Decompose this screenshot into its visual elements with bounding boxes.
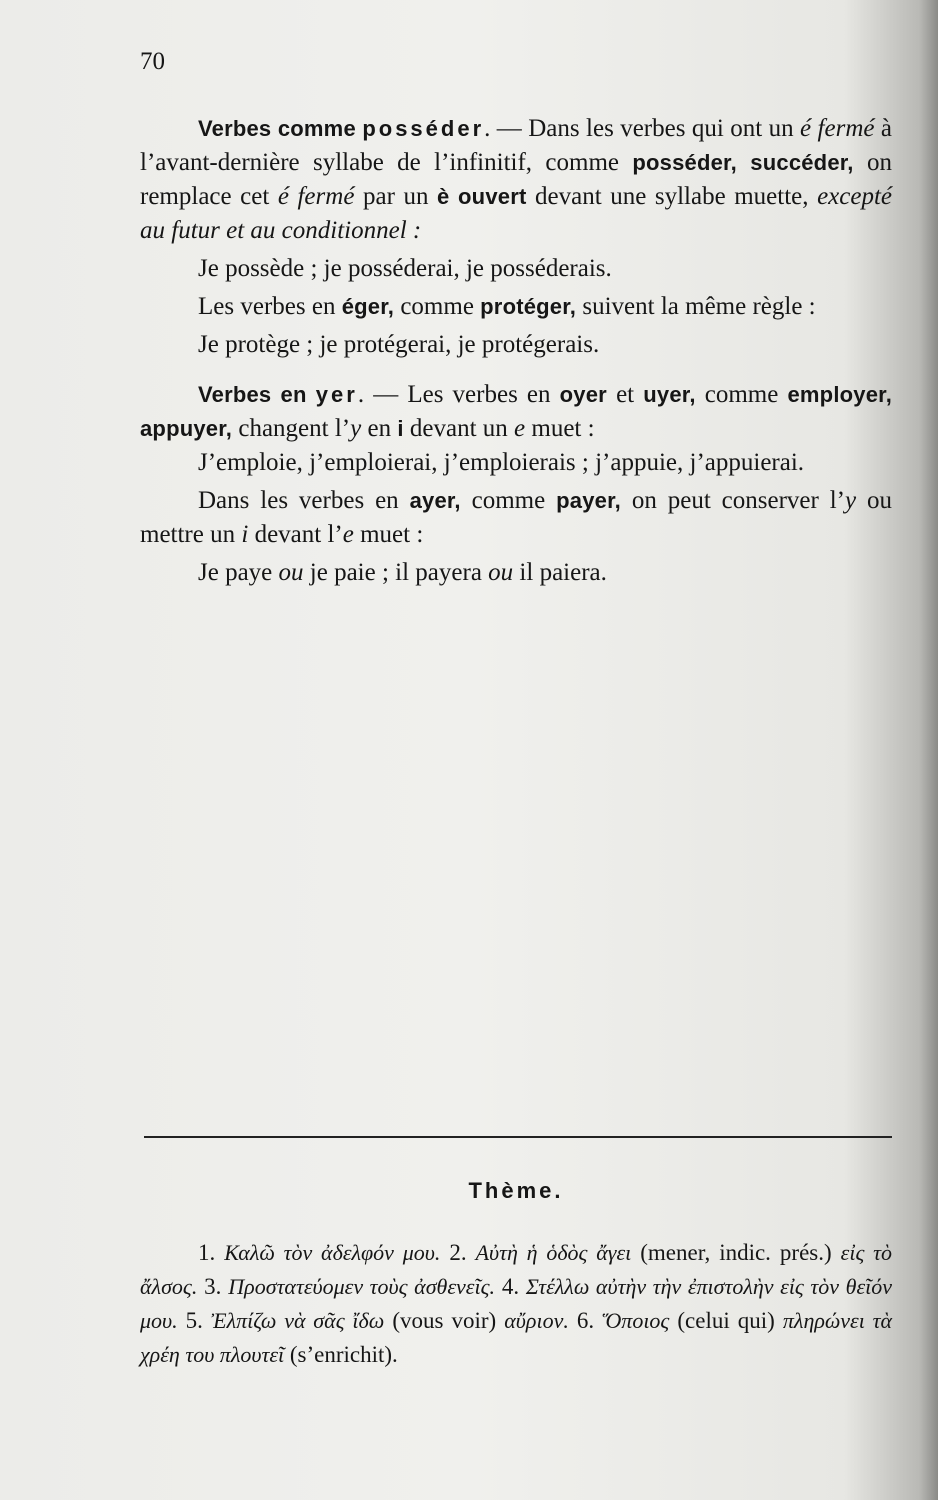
grammar-text bbox=[140, 112, 892, 590]
theme-exercise bbox=[140, 1236, 892, 1372]
section-divider bbox=[144, 1136, 892, 1138]
heading-yer: Verbes en bbox=[198, 382, 307, 407]
theme-title: Thème. bbox=[468, 1178, 564, 1203]
paragraph-eger: Les verbes en éger, comme protéger, suivent la même règle : bbox=[198, 293, 816, 320]
page-number: 70 bbox=[140, 48, 165, 75]
exercise-text: 1. Καλῶ τὸν ἀδελφόν μου. 2. Αὐτὴ ἡ ὁδὸς ἄγει (mener, indic. prés.) εἰς τὸ ἄλσος. 3. Προστατεύομεν τοὺς ἀσθενεῖς. 4. Στέλλω αὐτὴν τὴν ἐπιστολὴν εἰς τὸν θεῖόν μου. 5. Ἐλπίζω νὰ σᾶς ἴδω (vous voir) αὔριον. 6. Ὅποιος (celui qui) πληρώνει τὰ χρέη του πλουτεῖ (s’enrichit). bbox=[140, 1240, 893, 1367]
example-posseder: Je possède ; je posséderai, je posséderais. bbox=[198, 255, 612, 282]
example-proteger: Je protège ; je protégerai, je protégerais. bbox=[198, 331, 600, 358]
paragraph-ayer: Dans les verbes en ayer, comme payer, on peut conserver l’y ou mettre un i devant l’e muet : bbox=[140, 487, 893, 548]
example-payer: Je paye ou je paie ; il payera ou il paiera. bbox=[198, 559, 607, 586]
example-employer: J’emploie, j’emploierai, j’emploierais ; j’appuie, j’appuierai. bbox=[198, 449, 805, 476]
heading-posseder: Verbes comme bbox=[198, 116, 356, 141]
paragraph-posseder: Verbes comme posséder. — Dans les verbes qui ont un é fermé à l’avant-dernière syllabe de l’infinitif, comme posséder, succéder, on remplace cet é fermé par un è ouvert devant une syllabe muette, excepté au futur et au conditionnel : bbox=[140, 115, 892, 244]
paragraph-yer: Verbes en yer. — Les verbes en oyer et uyer, comme employer, appuyer, changent l’y en i devant un e muet : bbox=[140, 381, 893, 442]
